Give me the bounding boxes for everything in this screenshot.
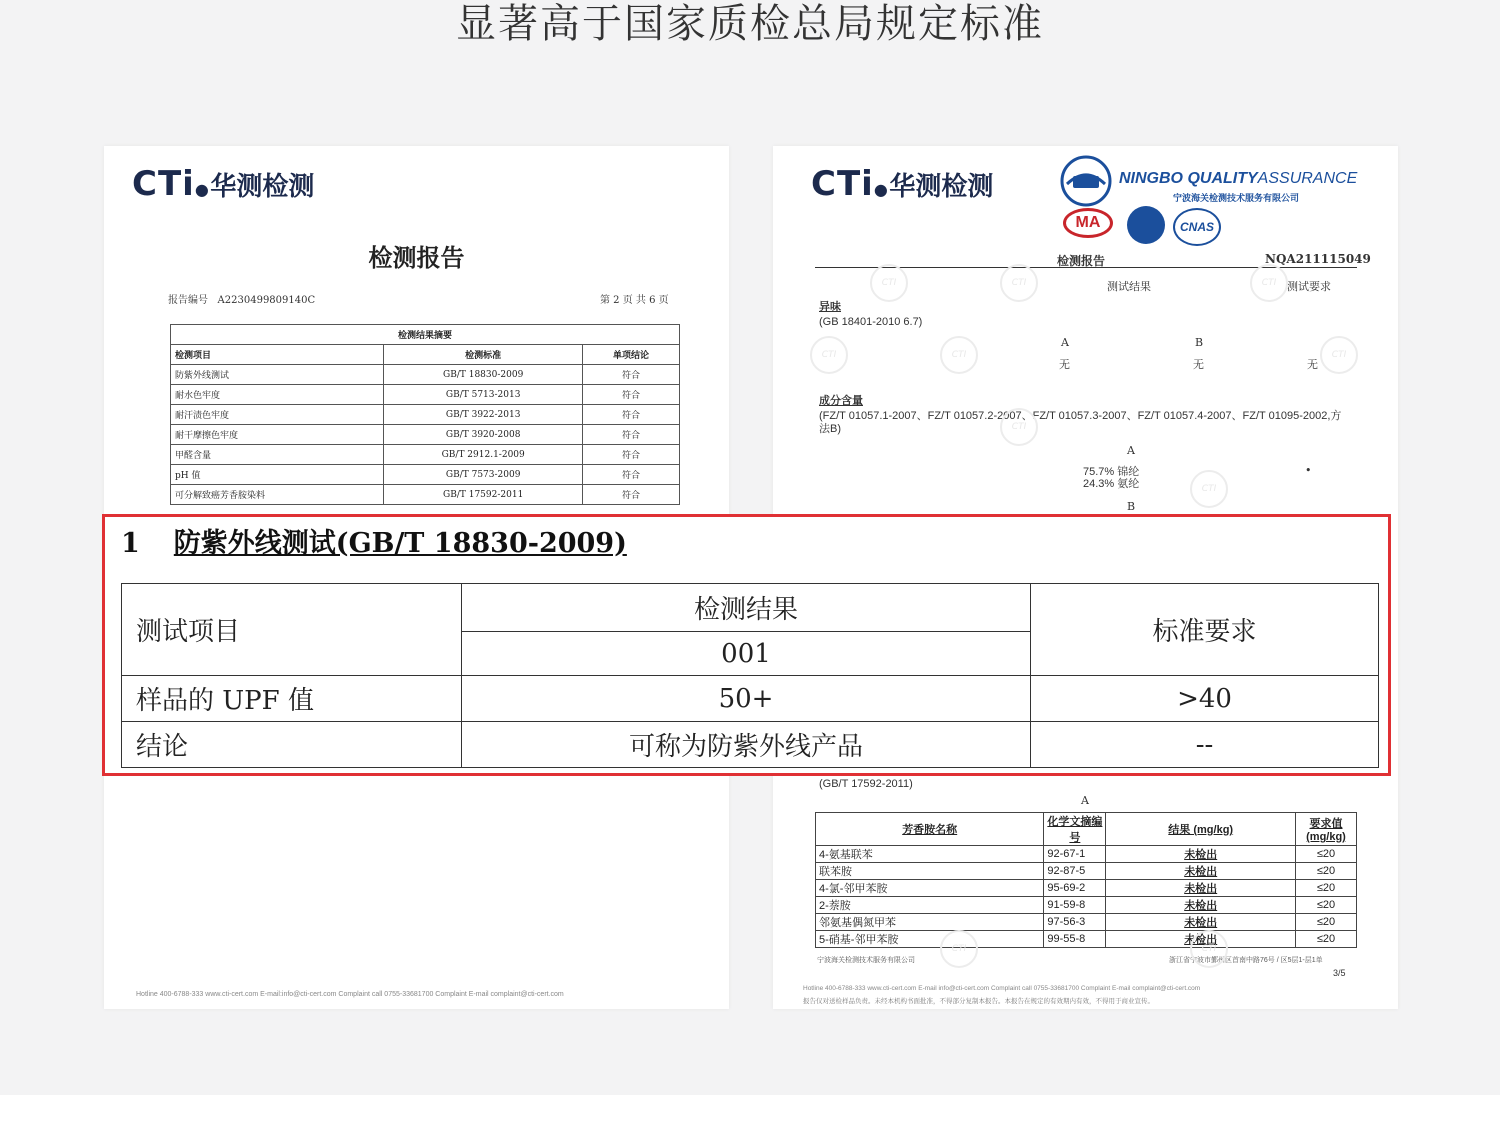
column-header: 芳香胺名称: [816, 813, 1044, 846]
odor-title: 异味: [819, 300, 841, 313]
page-number: 第 2 页 共 6 页: [600, 295, 669, 306]
uv-test-highlight-panel: [102, 514, 1391, 776]
table-row: 联苯胺 92-87-5 未检出 ≤20: [816, 863, 1357, 880]
report-disclaimer: 报告仅对送检样品负责。未经本机构书面批准，不得部分复制本报告。本报告在规定的有效期内有效，不得用于商业宣传。: [803, 998, 1154, 1005]
column-header: 化学文摘编号: [1044, 813, 1106, 846]
cti-watermark-icon: CTI: [1000, 408, 1038, 446]
cti-logo: CTi● 华测检测: [132, 164, 315, 204]
page-number: 3/5: [1333, 968, 1346, 978]
table-row: 邻氨基偶氮甲苯 97-56-3 未检出 ≤20: [816, 914, 1357, 931]
odor-standard: (GB 18401-2010 6.7): [819, 316, 923, 328]
composition-requirement: •: [1305, 464, 1312, 477]
column-header: 结果 (mg/kg): [1106, 813, 1296, 846]
composition-standard: (FZ/T 01057.1-2007、FZ/T 01057.2-2007、FZ/T 01057.3-2007、FZ/T 01057.4-2007、FZ/T 01095-2002,方法B): [819, 410, 1342, 435]
signature-left: 宁波海关检测技术服务有限公司: [817, 957, 915, 964]
col-requirement-label: 测试要求: [1287, 280, 1331, 293]
odor-sample-b: B: [1195, 336, 1204, 349]
report-number: 报告编号 A2230499809140C: [168, 295, 316, 306]
table-row: 耐汗渍色牢度 GB/T 3922-2013 符合: [171, 405, 680, 425]
table-row: pH 值 GB/T 7573-2009 符合: [171, 465, 680, 485]
conclusion-value: 可称为防紫外线产品: [462, 722, 1031, 768]
amine-standard: (GB/T 17592-2011): [819, 778, 913, 790]
uv-test-title: 1 防紫外线测试(GB/T 18830-2009): [121, 528, 627, 559]
page-headline: 显著高于国家质检总局规定标准: [456, 1, 1044, 47]
summary-table-title: 检测结果摘要: [171, 325, 680, 345]
cti-watermark-icon: CTI: [870, 264, 908, 302]
amine-table: [815, 812, 1357, 948]
cti-watermark-icon: CTI: [940, 336, 978, 374]
cti-watermark-icon: CTI: [940, 930, 978, 968]
sample-id: 001: [462, 632, 1031, 676]
conclusion-requirement: --: [1031, 722, 1379, 768]
odor-sample-a: A: [1061, 336, 1069, 349]
col-standard-requirement: 标准要求: [1031, 584, 1379, 676]
column-header: 要求值 (mg/kg): [1296, 813, 1357, 846]
cti-watermark-icon: CTI: [1320, 336, 1358, 374]
column-header: 检测项目: [171, 345, 384, 365]
cti-watermark-icon: CTI: [1190, 930, 1228, 968]
composition-title: 成分含量: [819, 394, 863, 407]
column-header: 检测标准: [384, 345, 583, 365]
cnas-cert-icon: CNAS: [1173, 208, 1221, 246]
column-header: 单项结论: [582, 345, 679, 365]
report-label: 检测报告: [1057, 254, 1106, 268]
table-row: 5-硝基-邻甲苯胺 99-55-8 未检出 ≤20: [816, 931, 1357, 948]
cti-logo: CTi● 华测检测: [811, 164, 994, 204]
composition-sample-b: B: [1127, 500, 1136, 513]
cti-watermark-icon: CTI: [1190, 470, 1228, 508]
amine-sample-a: A: [1081, 794, 1089, 807]
conclusion-label: 结论: [122, 722, 462, 768]
nqa-name: NINGBO QUALITYASSURANCE: [1119, 170, 1358, 187]
composition-values: 75.7% 锦纶 24.3% 氨纶: [1083, 466, 1140, 490]
col-test-item: 测试项目: [122, 584, 462, 676]
table-row: 4-氨基联苯 92-67-1 未检出 ≤20: [816, 846, 1357, 863]
odor-requirement: 无: [1307, 358, 1318, 371]
ilac-mra-icon: [1127, 206, 1165, 244]
cti-watermark-icon: CTI: [1250, 264, 1288, 302]
cti-watermark-icon: CTI: [1000, 264, 1038, 302]
upf-value: 50+: [462, 676, 1031, 722]
ma-cert-icon: MA: [1063, 208, 1113, 238]
signature-right: 浙江省宁波市鄞州区首南中路76号 / 区5层1-层1单: [1169, 957, 1323, 964]
upf-requirement: >40: [1031, 676, 1379, 722]
nqa-chinese-name: 宁波海关检测技术服务有限公司: [1173, 194, 1300, 204]
odor-result-b: 无: [1193, 358, 1204, 371]
table-row: 4-氯-邻甲苯胺 95-69-2 未检出 ≤20: [816, 880, 1357, 897]
report-footer: Hotline 400-6788-333 www.cti-cert.com E-mail:info@cti-cert.com Complaint call 0755-33681700 Complaint E-mail complaint@cti-cert.com: [136, 991, 564, 998]
report-number: NQA211115049: [1265, 252, 1371, 266]
table-row: 防紫外线测试 GB/T 18830-2009 符合: [171, 365, 680, 385]
odor-result-a: 无: [1059, 358, 1070, 371]
upf-label: 样品的 UPF 值: [122, 676, 462, 722]
table-row: 耐干摩擦色牢度 GB/T 3920-2008 符合: [171, 425, 680, 445]
composition-sample-a: A: [1127, 444, 1135, 457]
table-row: 2-萘胺 91-59-8 未检出 ≤20: [816, 897, 1357, 914]
table-row: 甲醛含量 GB/T 2912.1-2009 符合: [171, 445, 680, 465]
col-result-label: 测试结果: [1107, 280, 1151, 293]
report-footer: Hotline 400-6788-333 www.cti-cert.com E-mail info@cti-cert.com Complaint call 0755-33681700 Complaint E-mail complaint@cti-cert.com: [803, 985, 1201, 992]
summary-table: [170, 324, 680, 505]
uv-test-table: [121, 583, 1379, 768]
nqa-logo-icon: [1059, 154, 1113, 208]
table-row: [122, 722, 1379, 768]
table-row: [122, 676, 1379, 722]
table-row: 耐水色牢度 GB/T 5713-2013 符合: [171, 385, 680, 405]
report-title: 检测报告: [368, 243, 465, 272]
table-row: 可分解致癌芳香胺染料 GB/T 17592-2011 符合: [171, 485, 680, 505]
col-test-result: 检测结果: [462, 584, 1031, 632]
cti-watermark-icon: CTI: [810, 336, 848, 374]
